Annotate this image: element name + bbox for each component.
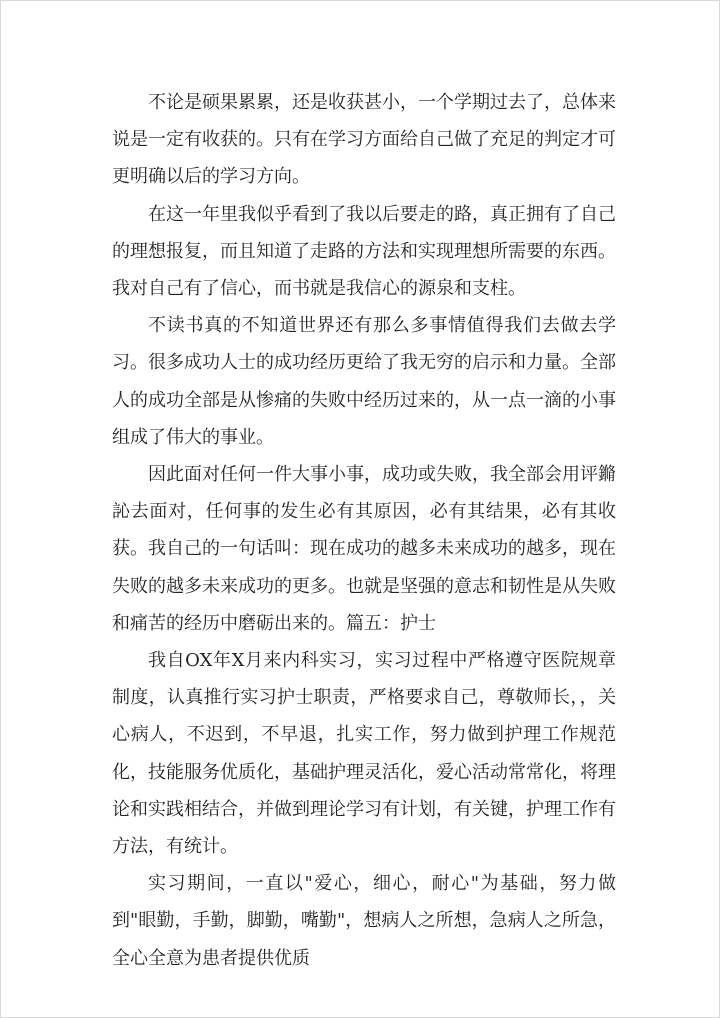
paragraph: 在这一年里我似乎看到了我以后要走的路，真正拥有了自己的理想报复，而且知道了走路的方法和实现理想所需要的东西。我对自己有了信心，而书就是我信心的源泉和支柱。 <box>112 203 616 300</box>
paragraph: 不读书真的不知道世界还有那么多事情值得我们去做去学习。很多成功人士的成功经历更给了我无穷的启示和力量。全部人的成功全部是从惨痛的失败中经历过来的，从一点一滴的小事组成了伟大的事业。 <box>112 315 616 448</box>
paragraph: 我自OX年X月来内科实习，实习过程中严格遵守医院规章制度，认真推行实习护士职责，严格要求自己，尊敬师长，，关心病人，不迟到，不早退，扎实工作，努力做到护理工作规范化，技能服务优质化，基础护理灵活化，爱心活动常常化，将理论和实践相结合，并做到理论学习有计划，有关键，护理工作有方法，有统计。 <box>112 650 616 858</box>
paragraph: 实习期间，一直以"爱心，细心，耐心"为基础，努力做到"眼勤，手勤，脚勤，嘴勤"，想病人之所想，急病人之所急，全心全意为患者提供优质 <box>112 873 616 969</box>
paragraph: 因此面对任何一件大事小事，成功或失败，我全部会用评鏅訫去面对，任何事的发生必有其原因，必有其结果，必有其收获。我自己的一句话叫：现在成功的越多未来成功的越多，现在失败的越多未来成功的更多。也就是坚强的意志和韧性是从失败和痛苦的经历中磨砺出来的。篇五：护士 <box>112 464 616 634</box>
paragraph: 不论是硕果累累，还是收获甚小，一个学期过去了，总体来说是一定有收获的。只有在学习方面给自己做了充足的判定才可更明确以后的学习方向。 <box>112 92 616 188</box>
document-body <box>112 84 616 977</box>
